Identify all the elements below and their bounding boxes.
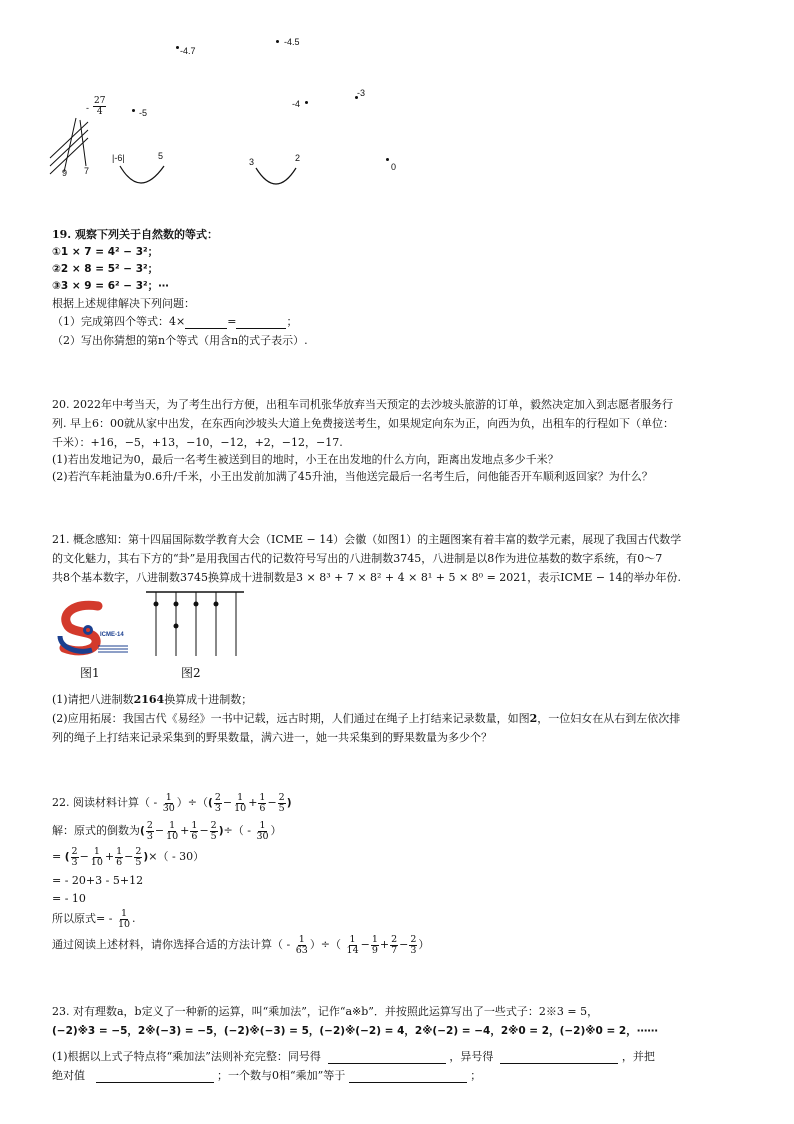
knotted-ropes-image [140, 588, 250, 658]
q20-line1: 20. 2022年中考当天，为了考生出行方便，出租车司机张华放弃当天预定的去沙坡头旅游的订单，毅然决定加入到志愿者服务行 [52, 398, 673, 411]
figure-lines [40, 110, 340, 190]
point-label: -4 [292, 99, 301, 109]
answer-blank[interactable] [96, 1071, 214, 1083]
point-label: -4.5 [284, 37, 300, 47]
answer-blank[interactable] [328, 1052, 446, 1064]
q23-line2: (−2)※3 = −5，2※(−3) = −5，(−2)※(−3) = 5，(−2)※(−2) = 4，2※(−2) = −4，2※0 = 2，(−2)※0 = 2，⋯⋯ [52, 1025, 658, 1037]
q22-conclusion: 所以原式= - $\frac{1}{10}$ . [52, 907, 136, 930]
point-dot [386, 158, 389, 161]
point-label: 3 [249, 157, 255, 167]
q19-eq2: ②2 × 8 = 5² − 3²； [52, 263, 159, 275]
figure2-caption: 图2 [181, 666, 201, 680]
point-label-sign: - [86, 103, 89, 113]
q23-part1-line2: 绝对值 ；一个数与0相“乘加”等于 ； [52, 1069, 482, 1082]
point-dot [305, 101, 308, 104]
q22-solution-step1: 解：原式的倒数为( $\frac{2}{3}$ − $\frac{1}{10}$ + $\frac{1}{6}$ − $\frac{2}{5}$ )÷（ - $\frac{1}{30}$ ） [52, 819, 282, 842]
q19-part1: （1）完成第四个等式：4× = ； [52, 315, 298, 328]
q21-part2-line2: 列的绳子上打结来记录采集到的野果数量，满六进一，她一共采集到的野果数量为多少个？ [52, 731, 492, 744]
icme-logo-image [54, 600, 134, 656]
point-label: 2 [295, 153, 301, 163]
point-label-fraction: $\frac{27}{4}$ [94, 96, 106, 117]
answer-blank[interactable] [349, 1071, 467, 1083]
q19-title: 19. 观察下列关于自然数的等式： [52, 228, 218, 241]
point-dot [276, 40, 279, 43]
icme-logo-text: ICME-14 [100, 632, 124, 638]
q22-solution-step4: = - 10 [52, 892, 86, 905]
q19-eq3: ③3 × 9 = 6² − 3²；⋯ [52, 280, 169, 292]
point-dot [176, 46, 179, 49]
q22-solution-step2: = ( $\frac{2}{3}$ − $\frac{1}{10}$ + $\frac{1}{6}$ − $\frac{2}{5}$ )×（ - 30） [52, 845, 205, 868]
point-label: |-6| [112, 153, 125, 163]
point-label: 5 [158, 151, 164, 161]
q20-part2: (2)若汽车耗油量为0.6升/千米，小王出发前加满了45升油，当他送完最后一名考生后，问他能否开车顺利返回家？为什么？ [52, 470, 653, 483]
answer-blank[interactable] [236, 317, 286, 329]
q19-part2: （2）写出你猜想的第n个等式（用含n的式子表示）. [52, 334, 308, 347]
q23-line1: 23. 对有理数a，b定义了一种新的运算，叫“乘加法”，记作“a※b”．并按照此运算写出了一些式子：2※3 = 5， [52, 1005, 599, 1018]
q21-line3: 共8个基本数字，八进制数3745换算成十进制数是3 × 8³ + 7 × 8² + 4 × 8¹ + 5 × 8⁰ = 2021，表示ICME − 14的举办年份. [52, 571, 682, 584]
q21-line1: 21. 概念感知：第十四届国际数学教育大会（ICME − 14）会徽（如图1）的主题图案有着丰富的数学元素，展现了我国古代数学 [52, 533, 682, 546]
q21-line2: 的文化魅力，其右下方的“卦”是用我国古代的记数符号写出的八进制数3745，八进制是以8作为进位基数的数字系统，有0～7 [52, 552, 663, 565]
q20-part1: (1)若出发地记为0，最后一名考生被送到目的地时，小王在出发地的什么方向，距离出发地点多少千米？ [52, 453, 559, 466]
answer-blank[interactable] [500, 1052, 618, 1064]
q22-solution-step3: = - 20+3 - 5+12 [52, 874, 144, 887]
point-label: 9 [62, 168, 68, 178]
q19-eq1: ①1 × 7 = 4² − 3²； [52, 246, 159, 258]
q21-part1: (1)请把八进制数2164换算成十进制数； [52, 693, 253, 706]
answer-blank[interactable] [185, 317, 227, 329]
point-label: -3 [357, 88, 366, 98]
point-label: -4.7 [180, 46, 196, 56]
q22-task: 通过阅读上述材料，请你选择合适的方法计算（ - $\frac{1}{63}$ ）÷（ $\frac{1}{14}$ − $\frac{1}{9}$ + $\frac{2}{7}$ − $\frac{2}{3}$ ） [52, 933, 430, 956]
q23-part1: (1)根据以上式子特点将“乘加法”法则补充完整：同号得 ，异号得 ，并把 [52, 1050, 655, 1063]
q21-part2: (2)应用拓展：我国古代《易经》一书中记载，远古时期，人们通过在绳子上打结来记录数量，如图2，一位妇女在从右到左依次排 [52, 712, 681, 725]
q19-intro: 根据上述规律解决下列问题： [52, 297, 195, 310]
point-label: 0 [391, 162, 397, 172]
q22-title: 22. 阅读材料计算（ - $\frac{1}{30}$ ）÷（( $\frac{2}{3}$ − $\frac{1}{10}$ + $\frac{1}{6}$ − $\frac{2}{5}$ ) [52, 791, 292, 814]
figure1-caption: 图1 [80, 666, 100, 680]
point-label: -5 [139, 108, 148, 118]
q20-line2: 列. 早上6：00就从家中出发，在东西向沙坡头大道上免费接送考生，如果规定向东为正，向西为负，出租车的行程如下（单位： [52, 417, 674, 430]
point-label: 7 [84, 166, 90, 176]
q20-line3: 千米）：+16，−5，+13，−10，−12，+2，−12，−17. [52, 436, 343, 449]
